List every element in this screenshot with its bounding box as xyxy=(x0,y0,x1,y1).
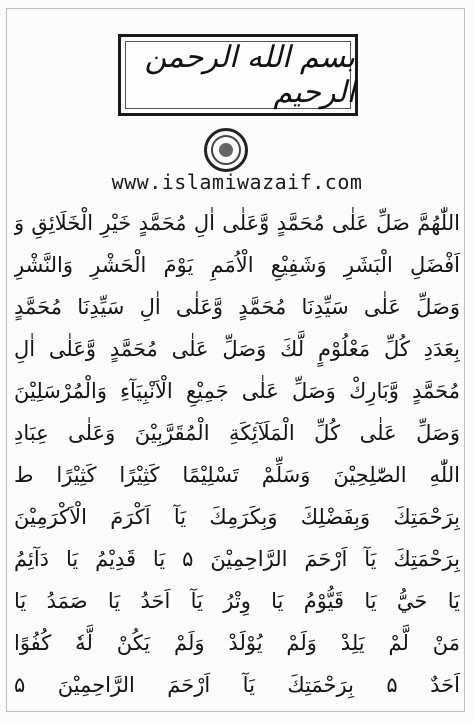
text-line: اللّٰهُمَّ صَلِّ عَلٰى مُحَمَّدٍ وَّعَلٰى اٰلِ مُحَمَّدٍ خَيْرِ الْخَلَائِقِ وَ xyxy=(14,211,460,235)
website-url: www.islamiwazaif.com xyxy=(111,170,363,194)
text-line: اَحَدٌ ۵ بِرَحْمَتِكَ يَآ اَرْحَمَ الرَّاحِمِيْنَ ۵ xyxy=(14,673,460,697)
circle-emblem-icon xyxy=(204,128,248,172)
emblem-ring xyxy=(211,135,241,165)
text-line: مَنْ لَّمْ يَلِدْ وَلَمْ يُوْلَدْ وَلَمْ يَكُنْ لَّهٗ كُفُوًا xyxy=(14,631,460,655)
text-line: وَصَلِّ عَلٰى سَيِّدِنَا مُحَمَّدٍ وَّعَلٰى اٰلِ سَيِّدِنَا مُحَمَّدٍ xyxy=(14,295,460,319)
bismillah-frame xyxy=(118,34,358,116)
text-line: يَا حَيُّ يَا قَيُّوْمُ يَا وِتْرُ يَآ اَحَدُ يَا صَمَدُ يَا xyxy=(14,589,460,613)
text-line: وَصَلِّ عَلٰى كُلِّ الْمَلَآئِكَةِ الْمُقَرَّبِيْنَ وَعَلٰى عِبَادِ xyxy=(14,421,460,445)
text-line: بِرَحْمَتِكَ وَبِفَضْلِكَ وَبِكَرَمِكَ يَآ اَكْرَمَ الْاَكْرَمِيْنَ xyxy=(14,505,460,529)
text-line: بِرَحْمَتِكَ يَآ اَرْحَمَ الرَّاحِمِيْنَ ۵ يَا قَدِيْمُ يَا دَآئِمُ xyxy=(14,547,460,571)
text-line: اللّٰهِ الصّٰلِحِيْنَ وَسَلِّمْ تَسْلِيْمًا كَثِيْرًا كَثِيْرًا ط xyxy=(14,463,460,487)
durood-text xyxy=(14,202,460,706)
text-line: بِعَدَدِ كُلِّ مَعْلُوْمٍ لَّكَ وَصَلِّ عَلٰى مُحَمَّدٍ وَّعَلٰى اٰلِ xyxy=(14,337,460,361)
emblem-dot xyxy=(219,143,233,157)
bismillah-calligraphy: بسم الله الرحمن الرحيم xyxy=(144,40,355,110)
text-line: مُحَمَّدٍ وَّبَارِكْ وَصَلِّ عَلٰى جَمِيْعِ الْاَنْبِيَآءِ وَالْمُرْسَلِيْنَ xyxy=(14,379,460,403)
text-line: اَفْضَلِ الْبَشَرِ وَشَفِيْعِ الْاُمَمِ يَوْمَ الْحَشْرِ وَالنَّشْرِ xyxy=(14,253,460,277)
